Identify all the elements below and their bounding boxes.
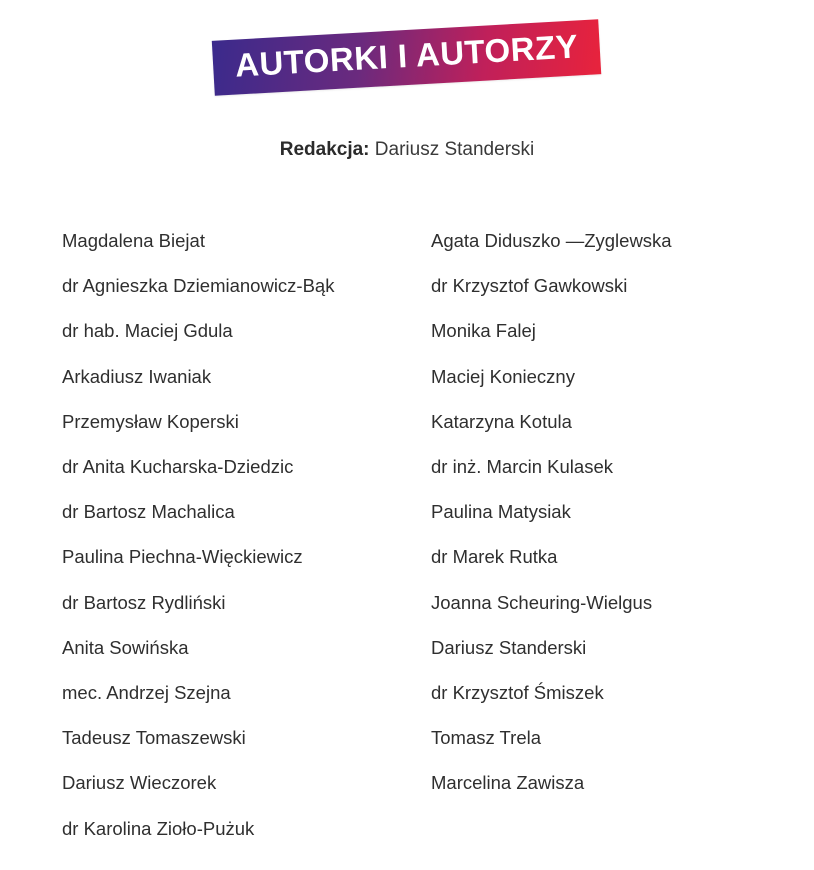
list-item: Tomasz Trela	[431, 727, 542, 749]
authors-column-left	[0, 218, 385, 851]
list-item: Tadeusz Tomaszewski	[62, 727, 246, 749]
list-item: Agata Diduszko —Zyglewska	[431, 230, 672, 251]
title-banner-container	[0, 27, 814, 85]
list-item: Magdalena Biejat	[62, 230, 205, 251]
list-item: dr Krzysztof Śmiszek	[431, 682, 604, 704]
authors-columns	[0, 218, 814, 851]
editor-credit	[0, 139, 814, 161]
list-item: Paulina Matysiak	[431, 501, 571, 523]
list-item: Marcelina Zawisza	[431, 772, 585, 794]
list-item: dr Marek Rutka	[431, 546, 558, 568]
list-item: dr Bartosz Machalica	[62, 501, 235, 523]
editor-name: Dariusz Standerski	[369, 139, 535, 160]
list-item: dr Agnieszka Dziemianowicz-Bąk	[62, 275, 335, 297]
editor-label: Redakcja:	[279, 139, 370, 160]
list-item: Arkadiusz Iwaniak	[62, 365, 212, 387]
list-item: Dariusz Standerski	[431, 636, 587, 658]
list-item: dr hab. Maciej Gdula	[62, 320, 233, 342]
list-item: Przemysław Koperski	[62, 410, 239, 432]
list-item: dr Bartosz Rydliński	[62, 591, 226, 613]
list-item: Paulina Piechna-Więckiewicz	[62, 546, 303, 568]
list-item: Anita Sowińska	[62, 636, 189, 658]
title-banner	[212, 19, 602, 95]
list-item: dr Karolina Zioło-Pużuk	[62, 817, 255, 839]
list-item: dr Krzysztof Gawkowski	[431, 275, 628, 297]
list-item: Joanna Scheuring-Wielgus	[431, 591, 653, 613]
page-title: AUTORKI I AUTORZY	[234, 27, 580, 84]
list-item: Dariusz Wieczorek	[62, 772, 217, 794]
authors-column-right	[385, 218, 814, 851]
list-item: mec. Andrzej Szejna	[62, 682, 231, 704]
list-item: dr inż. Marcin Kulasek	[431, 456, 613, 478]
list-item: dr Anita Kucharska-Dziedzic	[62, 456, 294, 478]
list-item: Katarzyna Kotula	[431, 410, 572, 432]
list-item: Monika Falej	[431, 320, 536, 342]
list-item: Maciej Konieczny	[431, 365, 575, 387]
